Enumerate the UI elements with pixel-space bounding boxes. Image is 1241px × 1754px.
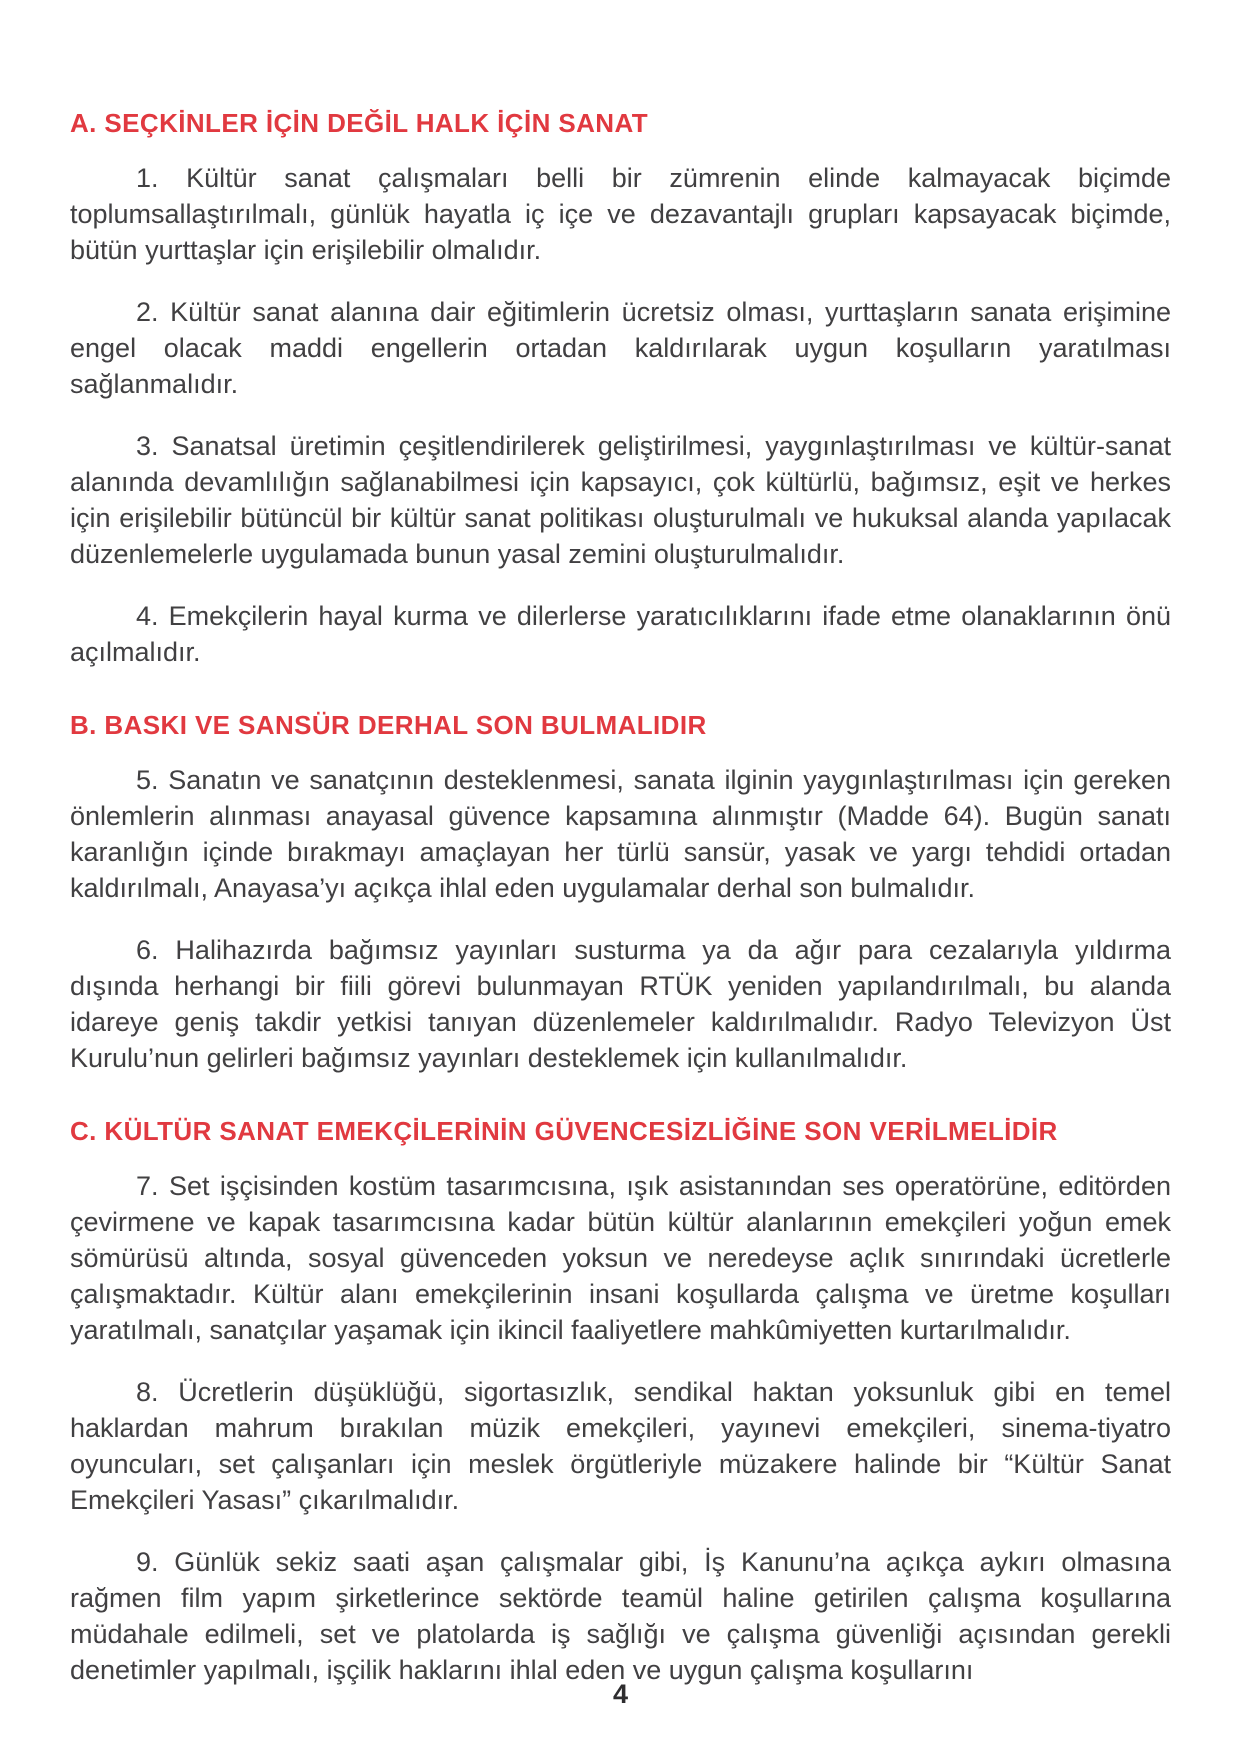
section-c bbox=[70, 1116, 1171, 1688]
paragraph-9: 9. Günlük sekiz saati aşan çalışmalar gibi, İş Kanunu’na açıkça aykırı olmasına rağmen film yapım şirketlerince sektörde teamül haline getirilen çalışma koşullarına müdahale edilmeli, set ve platolarda iş sağlığı ve çalışma güvenliği açısından gerekli denetimler yapılmalı, işçilik haklarını ihlal eden ve uygun çalışma koşullarını bbox=[70, 1547, 1171, 1685]
section-c-heading: C. KÜLTÜR SANAT EMEKÇİLERİNİN GÜVENCESİZLİĞİNE SON VERİLMELİDİR bbox=[70, 1116, 1058, 1146]
paragraph-2: 2. Kültür sanat alanına dair eğitimlerin ücretsiz olması, yurttaşların sanata erişimine engel olacak maddi engellerin ortadan kaldırılarak uygun koşulların yaratılması sağlanmalıdır. bbox=[70, 297, 1171, 399]
page-number: 4 bbox=[612, 1679, 629, 1709]
paragraph-6: 6. Halihazırda bağımsız yayınları susturma ya da ağır para cezalarıyla yıldırma dışında herhangi bir fiili görevi bulunmayan RTÜK yeniden yapılandırılmalı, bu alanda idareye geniş takdir yetkisi tanıyan düzenlemeler kaldırılmalıdır. Radyo Televizyon Üst Kurulu’nun gelirleri bağımsız yayınları desteklemek için kullanılmalıdır. bbox=[70, 935, 1171, 1073]
paragraph-7: 7. Set işçisinden kostüm tasarımcısına, ışık asistanından ses operatörüne, editörden çevirmene ve kapak tasarımcısına kadar bütün kültür alanlarının emekçileri yoğun emek sömürüsü altında, sosyal güvenceden yoksun ve neredeyse açlık sınırındaki ücretlerle çalışmaktadır. Kültür alanı emekçilerinin insani koşullarda çalışma ve üretme koşulları yaratılmalı, sanatçılar yaşamak için ikincil faaliyetlere mahkûmiyetten kurtarılmalıdır. bbox=[70, 1171, 1171, 1345]
section-a bbox=[70, 108, 1171, 670]
paragraph-5: 5. Sanatın ve sanatçının desteklenmesi, sanata ilginin yaygınlaştırılması için gereken önlemlerin alınması anayasal güvence kapsamına alınmıştır (Madde 64). Bugün sanatı karanlığın içinde bırakmayı amaçlayan her türlü sansür, yasak ve yargı tehdidi ortadan kaldırılmalı, Anayasa’yı açıkça ihlal eden uygulamalar derhal son bulmalıdır. bbox=[70, 765, 1171, 903]
section-a-heading: A. SEÇKİNLER İÇİN DEĞİL HALK İÇİN SANAT bbox=[70, 108, 648, 138]
section-b bbox=[70, 710, 1171, 1076]
paragraph-4: 4. Emekçilerin hayal kurma ve dilerlerse yaratıcılıklarını ifade etme olanaklarının önü açılmalıdır. bbox=[70, 601, 1171, 667]
section-b-heading: B. BASKI VE SANSÜR DERHAL SON BULMALIDIR bbox=[70, 710, 707, 740]
paragraph-1: 1. Kültür sanat çalışmaları belli bir zümrenin elinde kalmayacak biçimde toplumsallaştırılmalı, günlük hayatla iç içe ve dezavantajlı grupları kapsayacak biçimde, bütün yurttaşlar için erişilebilir olmalıdır. bbox=[70, 163, 1171, 265]
paragraph-8: 8. Ücretlerin düşüklüğü, sigortasızlık, sendikal haktan yoksunluk gibi en temel haklardan mahrum bırakılan müzik emekçileri, yayınevi emekçileri, sinema-tiyatro oyuncuları, set çalışanları için meslek örgütleriyle müzakere halinde bir “Kültür Sanat Emekçileri Yasası” çıkarılmalıdır. bbox=[70, 1377, 1171, 1515]
paragraph-3: 3. Sanatsal üretimin çeşitlendirilerek geliştirilmesi, yaygınlaştırılması ve kültür-sanat alanında devamlılığın sağlanabilmesi için kapsayıcı, çok kültürlü, bağımsız, eşit ve herkes için erişilebilir bütüncül bir kültür sanat politikası oluşturulmalı ve hukuksal alanda yapılacak düzenlemelerle uygulamada bunun yasal zemini oluşturulmalıdır. bbox=[70, 431, 1171, 569]
